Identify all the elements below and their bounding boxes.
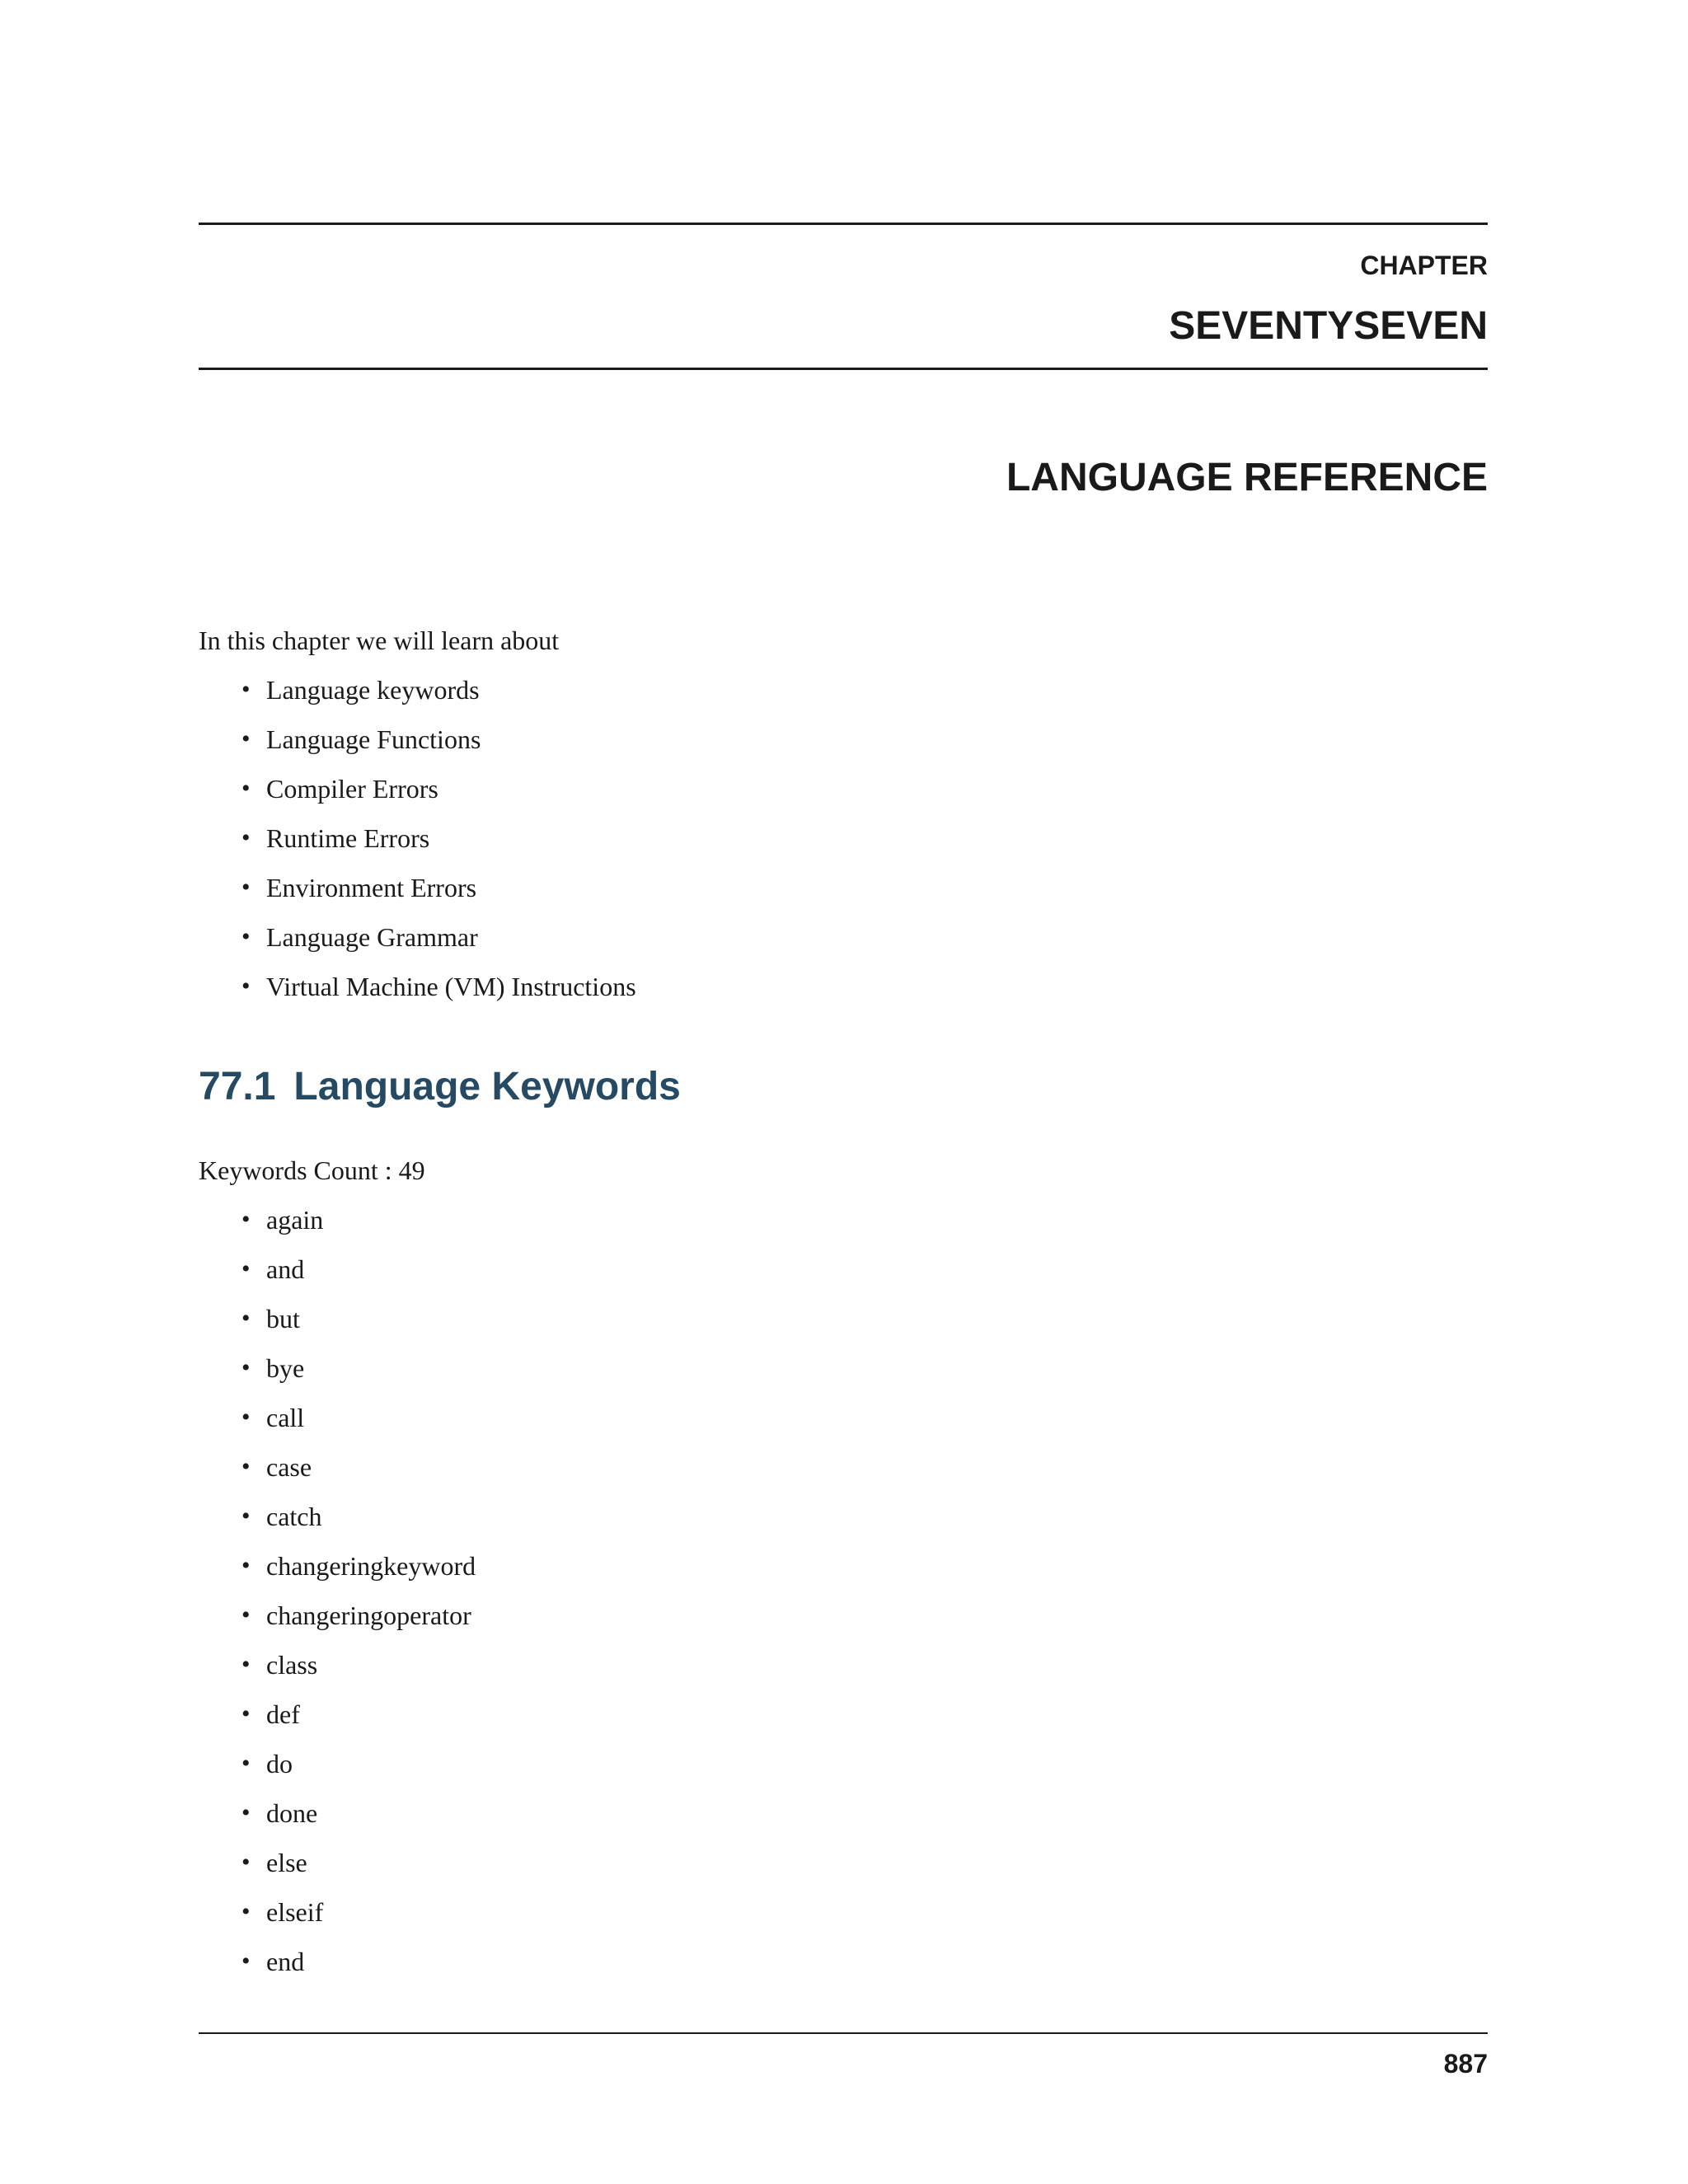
section-number: 77.1 <box>199 1065 276 1108</box>
list-item <box>199 921 636 970</box>
list-item <box>199 822 636 871</box>
keyword-text: again <box>266 1205 324 1235</box>
bullet-icon: • <box>241 1354 251 1381</box>
bullet-icon: • <box>241 1601 251 1629</box>
keyword-text: do <box>266 1749 293 1779</box>
bullet-icon: • <box>241 1947 251 1975</box>
list-item <box>199 1302 476 1352</box>
list-item <box>199 1203 476 1253</box>
list-item <box>199 1648 476 1698</box>
intro-paragraph: In this chapter we will learn about <box>199 626 560 655</box>
intro-topic-list <box>199 673 636 1019</box>
bullet-icon: • <box>241 1898 251 1925</box>
list-item-text: Language Functions <box>266 724 481 754</box>
list-item <box>199 871 636 921</box>
keywords-list <box>199 1203 476 1994</box>
keyword-text: elseif <box>266 1897 324 1927</box>
page-number: 887 <box>1443 2049 1488 2079</box>
chapter-number: SEVENTYSEVEN <box>1169 304 1488 348</box>
keyword-text: def <box>266 1699 300 1729</box>
keyword-text: and <box>266 1254 305 1284</box>
bullet-icon: • <box>241 1799 251 1826</box>
bullet-icon: • <box>241 1700 251 1727</box>
list-item <box>199 1451 476 1500</box>
list-item <box>199 772 636 822</box>
bullet-icon: • <box>241 972 251 1000</box>
bullet-icon: • <box>241 676 251 703</box>
bullet-icon: • <box>241 1750 251 1777</box>
list-item <box>199 1945 476 1994</box>
chapter-label: CHAPTER <box>1360 251 1488 280</box>
keyword-text: else <box>266 1848 307 1877</box>
footer-rule <box>199 2032 1488 2034</box>
list-item-text: Language keywords <box>266 675 480 705</box>
bullet-icon: • <box>241 1651 251 1678</box>
list-item <box>199 1846 476 1896</box>
list-item <box>199 1698 476 1747</box>
list-item <box>199 1401 476 1451</box>
bullet-icon: • <box>241 1502 251 1530</box>
keyword-text: case <box>266 1452 312 1482</box>
list-item-text: Virtual Machine (VM) Instructions <box>266 972 636 1001</box>
keyword-text: changeringkeyword <box>266 1551 476 1581</box>
list-item <box>199 1500 476 1549</box>
keyword-text: call <box>266 1403 305 1432</box>
list-item <box>199 1549 476 1599</box>
bullet-icon: • <box>241 1404 251 1431</box>
bullet-icon: • <box>241 874 251 901</box>
list-item <box>199 1599 476 1648</box>
bullet-icon: • <box>241 1453 251 1480</box>
bullet-icon: • <box>241 1206 251 1233</box>
list-item <box>199 1797 476 1846</box>
list-item <box>199 673 636 723</box>
keyword-text: done <box>266 1798 318 1828</box>
list-item <box>199 1747 476 1797</box>
bullet-icon: • <box>241 1849 251 1876</box>
section-heading <box>199 1062 681 1112</box>
bullet-icon: • <box>241 923 251 950</box>
chapter-title: LANGUAGE REFERENCE <box>1006 456 1488 499</box>
keyword-text: catch <box>266 1502 322 1531</box>
list-item-text: Language Grammar <box>266 922 478 952</box>
keyword-text: class <box>266 1650 318 1680</box>
list-item-text: Runtime Errors <box>266 823 430 853</box>
list-item <box>199 1253 476 1302</box>
list-item <box>199 970 636 1019</box>
section-title: Language Keywords <box>293 1065 681 1108</box>
bullet-icon: • <box>241 1552 251 1579</box>
list-item <box>199 1896 476 1945</box>
bullet-icon: • <box>241 725 251 752</box>
keyword-text: bye <box>266 1353 305 1383</box>
keywords-count: Keywords Count : 49 <box>199 1155 425 1185</box>
bullet-icon: • <box>241 824 251 851</box>
chapter-top-rule <box>199 223 1488 225</box>
list-item <box>199 723 636 772</box>
list-item-text: Environment Errors <box>266 873 477 902</box>
keyword-text: changeringoperator <box>266 1601 471 1630</box>
list-item-text: Compiler Errors <box>266 774 438 804</box>
keyword-text: but <box>266 1304 300 1333</box>
bullet-icon: • <box>241 1255 251 1282</box>
list-item <box>199 1352 476 1401</box>
bullet-icon: • <box>241 1305 251 1332</box>
chapter-bottom-rule <box>199 368 1488 370</box>
bullet-icon: • <box>241 775 251 802</box>
keyword-text: end <box>266 1947 305 1976</box>
